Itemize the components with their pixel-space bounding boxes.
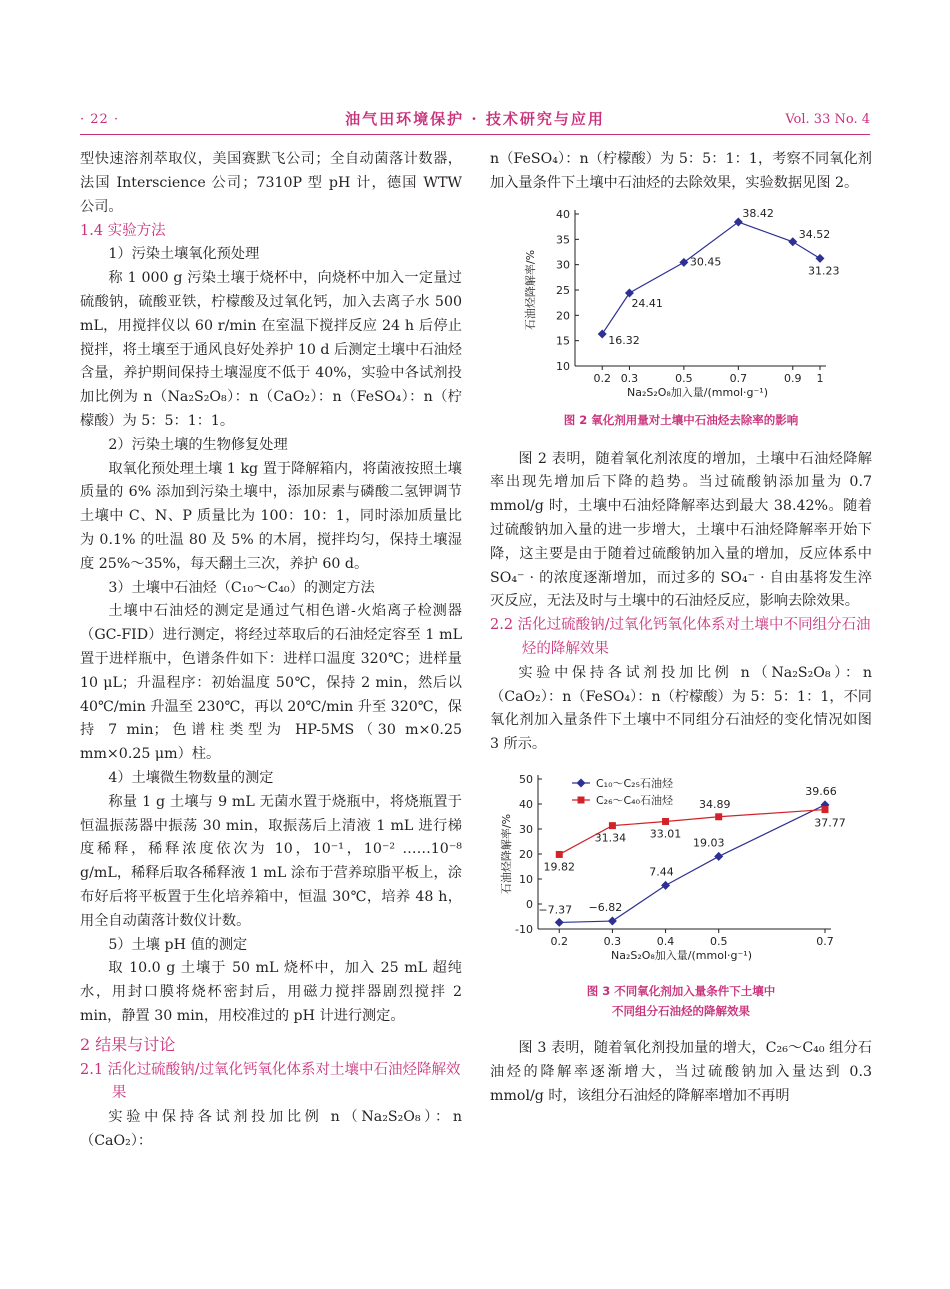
y-tick-label: 25 [556,283,570,297]
right-column [490,148,872,1108]
data-point [788,237,797,246]
data-point [679,257,688,266]
data-point [555,918,564,927]
x-tick-label: 1 [816,371,824,385]
data-label: −6.82 [588,901,623,915]
y-axis-label: 石油烃降解率/% [500,813,513,895]
y-tick-label: 30 [556,258,570,272]
data-point [598,329,607,338]
data-label: 19.82 [543,860,576,874]
paragraph-sub4: 称量 1 g 土壤与 9 mL 无菌水置于烧瓶中，将烧瓶置于恒温振荡器中振荡 30 min，取振荡后上清液 1 mL 进行梯度稀释，稀释浓度依次为 10，10⁻¹，10⁻² ……10⁻⁸ g/mL，稀释后取各稀释液 1 mL 涂布于营养琼脂平板上，涂布好后将平板置于生化培养箱中，恒温 30℃，培养 48 h，用全自动菌落计数仪计数。 [80,793,462,929]
x-tick-label: 0.2 [593,371,611,385]
paragraph-fig2-discussion: 图 2 表明，随着氧化剂浓度的增加，土壤中石油烃降解率出现先增加后下降的趋势。当过硫酸钠添加量为 0.7 mmol/g 时，土壤中石油烃降解率达到最大 38.42%。随着过硫酸钠加入量的进一步增大，土壤中石油烃降解率开始下降，这主要是由于随着过硫酸钠加入量的增加，反应体系中 SO₄⁻ · 的浓度逐渐增加，而过多的 SO₄⁻ · 自由基将发生淬灭反应，无法及时与土壤中的石油烃反应，影响去除效果。 [490,450,872,610]
data-point [556,851,563,858]
x-tick-label: 0.7 [816,934,834,948]
legend-marker [578,796,585,803]
data-label: 7.44 [649,865,674,879]
data-label: 33.01 [649,827,682,841]
y-tick-label: 50 [519,772,533,786]
legend-label: C₁₀～C₂₅石油烃 [596,776,673,790]
data-label: 31.34 [594,831,627,845]
data-label: 19.03 [692,836,725,850]
data-label: 24.41 [631,296,663,310]
y-tick-label: 35 [556,232,570,246]
section-2-1-heading: 2.1 活化过硫酸钠/过氧化钙氧化体系对土壤中石油烃降解效果 [80,1061,461,1102]
x-tick-label: 0.5 [675,371,693,385]
paragraph-fig3-discussion: 图 3 表明，随着氧化剂投加量的增大，C₂₆～C₄₀ 组分石油烃的降解率逐渐增大，当过硫酸钠加入量达到 0.3 mmol/g 时，该组分石油烃的降解率增加不再明 [490,1039,872,1104]
figure-2 [490,204,872,430]
data-point [714,852,723,861]
subheading-3: 3）土壤中石油烃（C₁₀～C₄₀）的测定方法 [108,579,375,596]
x-tick-label: 0.4 [656,934,675,948]
y-tick-label: 20 [556,308,570,322]
legend-label: C₂₆～C₄₀石油烃 [596,793,673,807]
x-axis-label: Na₂S₂O₈加入量/(mmol·g⁻¹) [626,385,769,399]
page-header [80,108,870,134]
data-label: 34.89 [698,797,731,811]
journal-title: 油气田环境保护 · 技术研究与应用 [345,110,605,128]
x-axis-label: Na₂S₂O₈加入量/(mmol·g⁻¹) [610,948,753,962]
y-tick-label: 20 [519,847,533,861]
section-2-2-heading: 2.2 活化过硫酸钠/过氧化钙氧化体系对土壤中不同组分石油烃的降解效果 [490,617,871,657]
y-axis-label: 石油烃降解率/% [524,249,537,330]
data-label: 31.23 [808,264,840,278]
data-point [816,254,825,263]
intro-paragraph: 型快速溶剂萃取仪，美国赛默飞公司；全自动菌落计数器，法国 Interscience 公司；7310P 型 pH 计，德国 WTW 公司。 [80,151,462,215]
data-point [661,881,670,890]
paragraph-2-1: 实验中保持各试剂投加比例 n（Na₂S₂O₈）：n（CaO₂）： [80,1109,462,1150]
figure-3-caption-line1: 图 3 不同氧化剂加入量条件下土壤中 [586,983,776,998]
y-tick-label: 0 [526,897,533,911]
x-tick-label: 0.9 [784,371,802,385]
data-point [715,813,722,820]
subheading-5: 5）土壤 pH 值的测定 [108,936,248,953]
y-tick-label: -10 [515,922,533,936]
x-tick-label: 0.7 [729,371,748,385]
header-rule [80,134,870,135]
figure-2-chart [490,204,872,404]
paragraph-sub2: 取氧化预处理土壤 1 kg 置于降解箱内，将菌液按照土壤质量的 6% 添加到污染土壤中，添加尿素与磷酸二氢钾调节土壤中 C、N、P 质量比为 100：10：1，同时添加质量比为 0.1% 的吐温 80 及 5% 的木屑，搅拌均匀，保持土壤湿度 25%～35%，每天翻土三次，养护 60 d。 [80,460,462,572]
data-point [609,822,616,829]
paragraph-sub1: 称 1 000 g 污染土壤于烧杯中，向烧杯中加入一定量过硫酸钠，硫酸亚铁，柠檬酸及过氧化钙，加入去离子水 500 mL，用搅拌仪以 60 r/min 在室温下搅拌反应 24 h 后停止搅拌，将土壤至于通风良好处养护 10 d 后测定土壤中石油烃含量，养护期间保持土壤湿度不低于 40%，实验中各试剂投加比例为 n（Na₂S₂O₈）：n（CaO₂）：n（FeSO₄）：n（柠檬酸）为 5：5：1：1。 [80,270,462,429]
paragraph-sub3: 土壤中石油烃的测定是通过气相色谱-火焰离子检测器（GC-FID）进行测定，将经过萃取后的石油烃定容至 1 mL 置于进样瓶中，色谱条件如下：进样口温度 320℃；进样量 10 μL；升温程序：初始温度 50℃，保持 2 min，然后以 40℃/min 升温至 230℃，再以 20℃/min 升至 320℃，保持 7 min；色谱柱类型为 HP-5MS（30 m×0.25 mm×0.25 μm）柱。 [80,603,462,763]
y-tick-label: 15 [556,334,570,348]
figure-3-chart [490,767,872,975]
data-label: 16.32 [608,333,640,347]
page-number: · 22 · [80,112,120,127]
figure-2-caption: 图 2 氧化剂用量对土壤中石油烃去除率的影响 [563,412,799,427]
left-column [80,148,462,1154]
data-point [662,818,669,825]
x-tick-label: 0.5 [709,934,728,948]
subheading-4: 4）土壤微生物数量的测定 [108,769,274,786]
y-tick-label: 40 [519,797,533,811]
paragraph-2-2: 实验中保持各试剂投加比例 n（Na₂S₂O₈）：n（CaO₂）：n（FeSO₄）：n（柠檬酸）为 5：5：1：1，不同氧化剂加入量条件下土壤中不同组分石油烃的变化情况如图 3 所示。 [490,664,872,753]
data-label: 37.77 [814,816,846,830]
data-point [608,917,617,926]
y-tick-label: 10 [556,359,570,373]
paragraph-sub5: 取 10.0 g 土壤于 50 mL 烧杯中，加入 25 mL 超纯水，用封口膜将烧杯密封后，用磁力搅拌器剧烈搅拌 2 min，静置 30 min，用校准过的 pH 计进行测定。 [80,960,462,1024]
data-label: 39.66 [805,784,837,798]
volume-issue: Vol. 33 No. 4 [785,112,870,127]
series-line [602,222,820,334]
subheading-1: 1）污染土壤氧化预处理 [108,246,260,263]
data-label: 34.52 [798,227,831,241]
y-tick-label: 40 [556,207,570,221]
data-label: 30.45 [689,254,722,268]
paragraph-continued: n（FeSO₄）：n（柠檬酸）为 5：5：1：1，考察不同氧化剂加入量条件下土壤中石油烃的去除效果，实验数据见图 2。 [490,151,872,191]
x-tick-label: 0.3 [620,371,639,385]
figure-3-caption-line2: 不同组分石油烃的降解效果 [612,1003,750,1018]
data-label: 38.42 [742,206,774,220]
subheading-2: 2）污染土壤的生物修复处理 [108,436,288,453]
section-2-heading: 2 结果与讨论 [80,1034,176,1054]
x-tick-label: 0.3 [603,934,622,948]
figure-3 [490,767,872,1021]
y-tick-label: 10 [519,872,533,886]
y-tick-label: 30 [519,822,533,836]
data-label: −7.37 [538,903,573,917]
section-1-4-heading: 1.4 实验方法 [80,223,166,240]
x-tick-label: 0.2 [550,934,569,948]
data-point [822,806,829,813]
legend-marker [577,778,586,787]
